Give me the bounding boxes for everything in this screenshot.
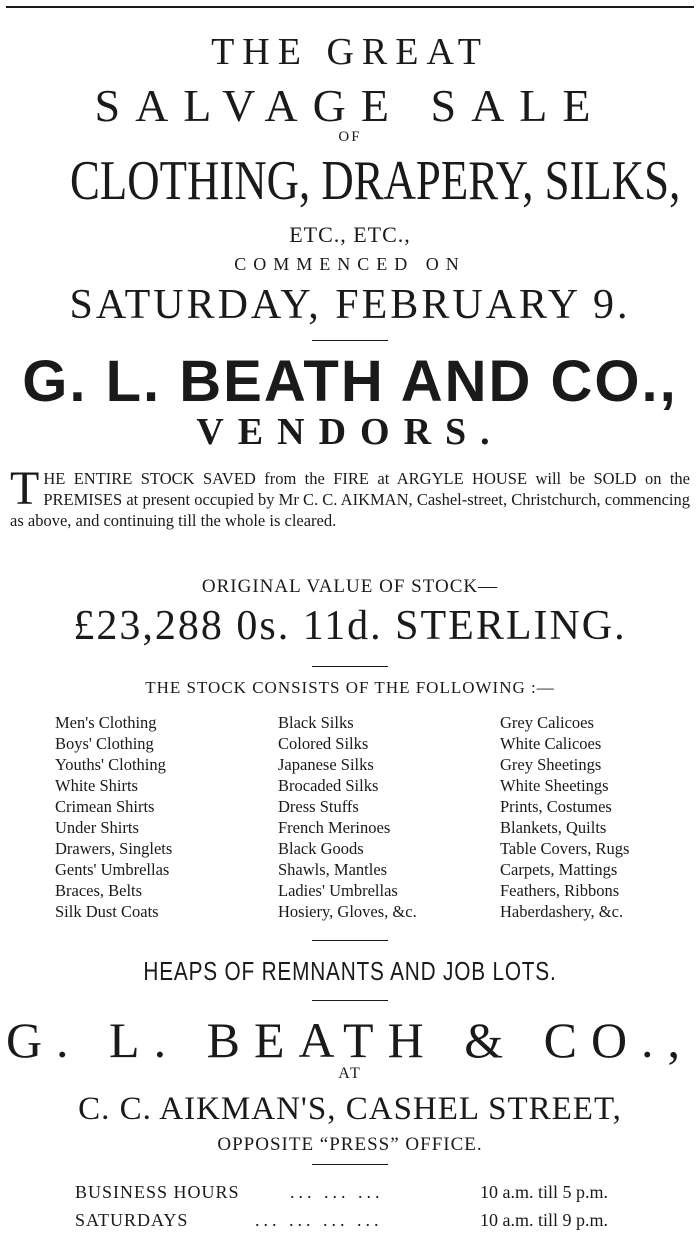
- list-item: Gents' Umbrellas: [55, 860, 170, 879]
- hours-label: SATURDAYS: [75, 1210, 189, 1230]
- list-item: Prints, Costumes: [500, 797, 612, 816]
- list-item: Ladies' Umbrellas: [278, 881, 398, 900]
- list-item: White Shirts: [55, 776, 138, 795]
- divider-rule: [312, 666, 388, 667]
- leader-dots: ... ... ... ...: [255, 1210, 383, 1230]
- hours-time: 10 a.m. till 9 p.m.: [480, 1210, 608, 1230]
- list-item: Black Silks: [278, 713, 354, 732]
- stock-column-1: [55, 712, 172, 922]
- original-value-label: ORIGINAL VALUE OF STOCK—: [201, 576, 499, 597]
- list-item: Crimean Shirts: [55, 797, 155, 816]
- list-item: Blankets, Quilts: [500, 818, 607, 837]
- hours-label: BUSINESS HOURS: [75, 1182, 240, 1202]
- announcement-text: HE ENTIRE STOCK SAVED from the FIRE at ARGYLE HOUSE will be SOLD on the PREMISES at present occupied by Mr C. C. AIKMAN, Cashel-street, Christchurch, commencing as above, and continuing till the whole is cleared.: [10, 469, 690, 530]
- list-item: Haberdashery, &c.: [500, 902, 624, 921]
- address-heading: C. C. AIKMAN'S, CASHEL STREET,: [78, 1091, 622, 1127]
- hours-time: 10 a.m. till 5 p.m.: [480, 1182, 608, 1202]
- stock-list-heading: THE STOCK CONSISTS OF THE FOLLOWING :—: [145, 678, 555, 697]
- leader-dots: ... ... ...: [290, 1182, 384, 1202]
- stock-column-2: [278, 712, 417, 922]
- headline-sale-date: SATURDAY, FEBRUARY 9.: [69, 282, 631, 328]
- divider-rule: [312, 1164, 388, 1165]
- drop-cap: T: [10, 462, 40, 515]
- headline-of: OF: [338, 129, 362, 145]
- list-item: Dress Stuffs: [278, 797, 359, 816]
- divider-rule: [312, 940, 388, 941]
- list-item: Under Shirts: [55, 818, 139, 837]
- list-item: Boys' Clothing: [55, 734, 154, 753]
- list-item: Braces, Belts: [55, 881, 143, 900]
- list-item: Colored Silks: [278, 734, 369, 753]
- list-item: Silk Dust Coats: [55, 902, 159, 921]
- announcement-paragraph: [10, 462, 690, 531]
- stock-column-3: [500, 712, 629, 922]
- list-item: Men's Clothing: [55, 713, 157, 732]
- list-item: Hosiery, Gloves, &c.: [278, 902, 417, 921]
- headline-clothing-drapery-silks: CLOTHING, DRAPERY, SILKS,: [70, 150, 681, 212]
- list-item: Grey Calicoes: [500, 713, 594, 732]
- list-item: Carpets, Mattings: [500, 860, 618, 879]
- list-item: Brocaded Silks: [278, 776, 379, 795]
- opposite-press-office: OPPOSITE “PRESS” OFFICE.: [217, 1134, 483, 1155]
- top-border-rule: [6, 6, 694, 8]
- firm-name-footer: G. L. BEATH & CO.,: [5, 1012, 695, 1068]
- firm-name-heading: G. L. BEATH AND CO.,: [22, 349, 678, 414]
- headline-salvage-sale: SALVAGE SALE: [94, 80, 606, 131]
- headline-commenced-on: COMMENCED ON: [234, 254, 466, 274]
- at-label: AT: [338, 1065, 362, 1082]
- list-item: White Sheetings: [500, 776, 609, 795]
- list-item: Grey Sheetings: [500, 755, 602, 774]
- list-item: Youths' Clothing: [55, 755, 166, 774]
- list-item: Black Goods: [278, 839, 364, 858]
- headline-etc: ETC., ETC.,: [289, 222, 411, 247]
- list-item: Table Covers, Rugs: [500, 839, 630, 858]
- list-item: French Merinoes: [278, 818, 391, 837]
- list-item: Drawers, Singlets: [55, 839, 173, 858]
- list-item: White Calicoes: [500, 734, 602, 753]
- divider-rule: [312, 340, 388, 341]
- vendors-heading: VENDORS.: [196, 411, 504, 453]
- list-item: Japanese Silks: [278, 755, 374, 774]
- remnants-heading: HEAPS OF REMNANTS AND JOB LOTS.: [143, 956, 557, 986]
- stock-value-amount: £23,288 0s. 11d. STERLING.: [73, 603, 627, 649]
- divider-rule: [312, 1000, 388, 1001]
- list-item: Feathers, Ribbons: [500, 881, 620, 900]
- headline-the-great: THE GREAT: [211, 31, 489, 73]
- list-item: Shawls, Mantles: [278, 860, 388, 879]
